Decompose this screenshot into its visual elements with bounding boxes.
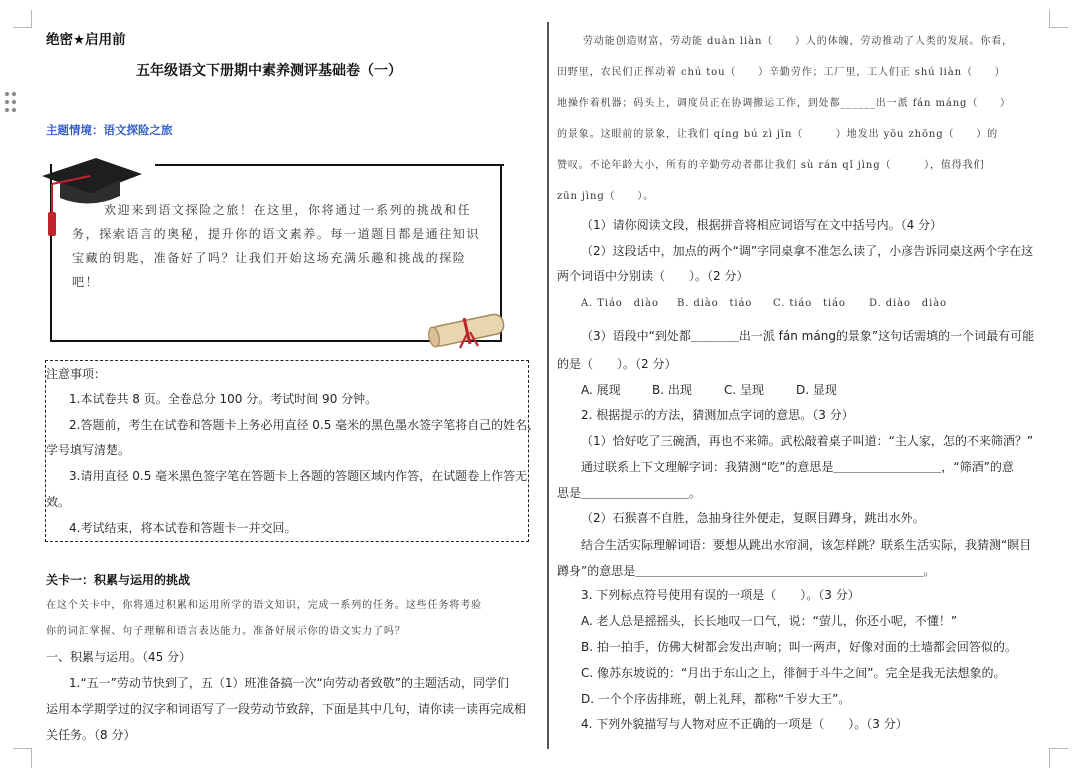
notice-title: 注意事项： (46, 367, 107, 381)
diploma-scroll-icon (424, 310, 512, 352)
subquestion: （2）石猴喜不自胜，急抽身往外便走，复瞑目蹲身，跳出水外。 (581, 511, 925, 525)
drag-handle-icon[interactable] (5, 92, 17, 114)
question-text: 运用本学期学过的汉字和词语写了一段劳动节致辞，下面是其中几句，请你读一读再完成相 (46, 702, 527, 716)
crop-mark (31, 748, 32, 768)
question-text: 2. 根据提示的方法，猜测加点字词的意思。（3 分） (581, 408, 854, 422)
notice-item: 学号填写清楚。 (46, 443, 131, 457)
page-title: 五年级语文下册期中素养测评基础卷（一） (136, 63, 402, 79)
subquestion: （1）请你阅读文段，根据拼音将相应词语写在文中括号内。（4 分） (581, 218, 943, 232)
part-heading: 一、积累与运用。（45 分） (46, 650, 192, 664)
intro-line: 宝藏的钥匙，准备好了吗？让我们开始这场充满乐趣和挑战的探险 (72, 251, 467, 265)
crop-mark (13, 748, 32, 749)
theme-label: 主题情境：语文探险之旅 (46, 123, 173, 137)
question-text: 4. 下列外貌描写与人物对应不正确的一项是（ ）。（3 分） (581, 717, 908, 731)
option-c[interactable]: C. tiáo tiáo (773, 298, 846, 309)
crop-mark (1049, 10, 1050, 28)
subquestion: （3）语段中“到处都＿＿＿＿出一派 fán máng的景象”这句话需填的一个词最有可能 (581, 329, 1035, 343)
option-b[interactable]: B. 拍一拍手，仿佛大树都会发出声响；叫一两声，好像对面的土墙都会回答似的。 (581, 640, 1017, 654)
crop-mark (1049, 748, 1050, 768)
section-title: 关卡一：积累与运用的挑战 (46, 573, 191, 587)
crop-mark (1049, 27, 1068, 28)
option-b[interactable]: B. diào tiáo (677, 298, 753, 309)
option-a[interactable]: A. Tiáo diào (581, 298, 659, 309)
question-text: 关任务。（8 分） (46, 728, 136, 742)
notice-item: 效。 (46, 495, 71, 509)
crop-mark (31, 10, 32, 28)
subquestion: 蹲身”的意思是＿＿＿＿＿＿＿＿＿＿＿＿＿＿＿＿＿＿＿＿＿＿＿＿。 (557, 564, 936, 578)
notice-item: 2.答题前，考生在试卷和答题卡上务必用直径 0.5 毫米的黑色墨水签字笔将自己的姓名、 (69, 418, 540, 432)
column-divider (547, 22, 549, 749)
secret-label: 绝密★启用前 (46, 32, 126, 48)
subquestion: 两个词语中分别读（ ）。（2 分） (557, 269, 749, 283)
crop-mark (1049, 748, 1068, 749)
subquestion: （2）这段话中，加点的两个“调”字同桌拿不准怎么读了，小彦告诉同桌这两个字在这 (581, 244, 1034, 258)
section-desc: 在这个关卡中，你将通过积累和运用所学的语文知识，完成一系列的任务。这些任务将考验 (46, 600, 482, 611)
notice-item: 4.考试结束，将本试卷和答题卡一并交回。 (69, 521, 297, 535)
passage-line: 地操作着机器；码头上，调度员正在协调搬运工作，到处都______出一派 fán máng（ ） (557, 98, 1011, 109)
intro-line: 务，探索语言的奥秘，提升你的语文素养。每一道题目都是通往知识 (72, 227, 481, 241)
option-a[interactable]: A. 展现 (581, 383, 621, 397)
section-desc: 你的词汇掌握、句子理解和语言表达能力。准备好展示你的语文实力了吗？ (46, 626, 406, 637)
crop-mark (13, 27, 32, 28)
passage-line: 的景象。这眼前的景象，让我们 qíng bú zì jīn（ ）地发出 yōu zhōng（ ）的 (557, 129, 999, 140)
option-c[interactable]: C. 呈现 (724, 383, 765, 397)
question-text: 1.“五一”劳动节快到了，五（1）班准备搞一次“向劳动者致敬”的主题活动，同学们 (69, 676, 509, 690)
subquestion: 结合生活实际理解词语：要想从跳出水帘洞，该怎样跳？联系生活实际，我猜测“瞑目 (581, 538, 1032, 552)
question-text: 3. 下列标点符号使用有误的一项是（ ）。（3 分） (581, 588, 860, 602)
option-d[interactable]: D. 一个个序齿排班，朝上礼拜，都称“千岁大王”。 (581, 692, 851, 706)
notice-item: 1.本试卷共 8 页。全卷总分 100 分。考试时间 90 分钟。 (69, 392, 378, 406)
notice-item: 3.请用直径 0.5 毫米黑色签字笔在答题卡上各题的答题区域内作答，在试题卷上作答无 (69, 469, 528, 483)
subquestion: 思是＿＿＿＿＿＿＿＿＿。 (557, 486, 702, 500)
passage-line: 劳动能创造财富，劳动能 duàn liàn（ ）人的体魄，劳动推动了人类的发展。你看， (583, 36, 1013, 47)
option-d[interactable]: D. diào diào (869, 298, 947, 309)
passage-line: 田野里，农民们正挥动着 chú tou（ ）辛勤劳作；工厂里，工人们正 shú liàn（ ） (557, 67, 1006, 78)
intro-line: 欢迎来到语文探险之旅！在这里，你将通过一系列的挑战和任 (104, 203, 472, 217)
subquestion: （1）恰好吃了三碗酒，再也不来筛。武松敲着桌子叫道：“主人家，怎的不来筛酒？” (581, 434, 1034, 448)
passage-line: zūn jìng（ ）。 (557, 191, 655, 202)
intro-frame-top (155, 164, 504, 166)
subquestion: 的是（ ）。（2 分） (557, 357, 677, 371)
option-b[interactable]: B. 出现 (652, 383, 692, 397)
option-c[interactable]: C. 像苏东坡说的：“月出于东山之上，徘徊于斗牛之间”。完全是我无法想象的。 (581, 666, 1006, 680)
intro-line: 吧！ (72, 275, 100, 289)
option-a[interactable]: A. 老人总是摇摇头，长长地叹一口气，说：“萤儿，你还小呢，不懂！” (581, 614, 958, 628)
passage-line: 赞叹。不论年龄大小，所有的辛勤劳动者都让我们 sù rán qǐ jìng（ ），值得我们 (557, 160, 985, 171)
option-d[interactable]: D. 显现 (796, 383, 837, 397)
subquestion: 通过联系上下文理解字词：我猜测“吃”的意思是＿＿＿＿＿＿＿＿＿，“筛酒”的意 (581, 460, 1014, 474)
